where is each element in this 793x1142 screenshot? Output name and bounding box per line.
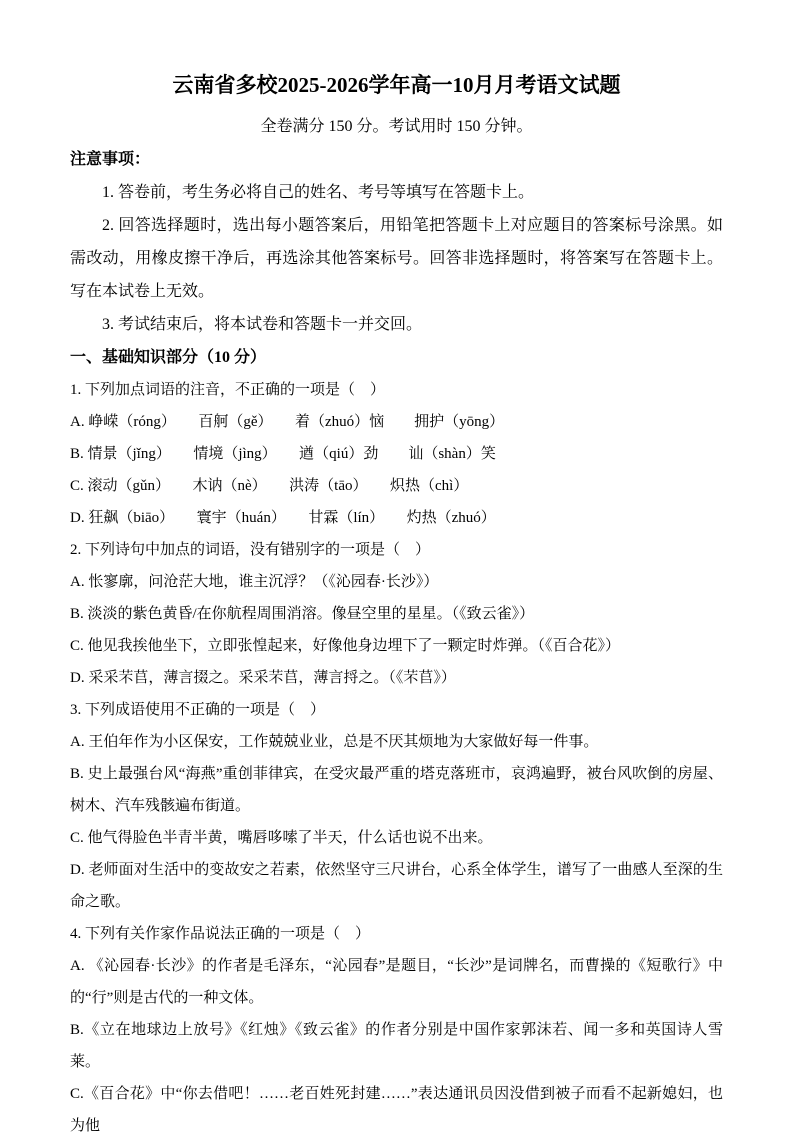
question-4-option-c: C.《百合花》中“你去借吧！……老百姓死封建……”表达通讯员因没借到被子而看不起新媳妇，也为他	[70, 1086, 723, 1134]
section-heading: 一、基础知识部分（10 分）	[70, 349, 267, 366]
question-2-option-c: C. 他见我挨他坐下，立即张惶起来，好像他身边埋下了一颗定时炸弹。（《百合花》）	[70, 638, 621, 654]
question-3-option-b: B. 史上最强台风“海燕”重创菲律宾，在受灾最严重的塔克落班市，哀鸿遍野，被台风吹倒的房屋、树木、汽车残骸遍布街道。	[70, 766, 723, 814]
question-1-option-d: D. 狂飙（biāo） 寰宇（huán） 甘霖（lín） 灼热（zhuó）	[70, 510, 496, 526]
exam-meta: 全卷满分 150 分。考试用时 150 分钟。	[260, 118, 533, 135]
question-4-option-b: B.《立在地球边上放号》《红烛》《致云雀》的作者分别是中国作家郭沫若、闻一多和英国诗人雪莱。	[70, 1022, 723, 1070]
question-3-stem: 3. 下列成语使用不正确的一项是（ ）	[70, 702, 326, 718]
question-2-option-b: B. 淡淡的紫色黄昏/在你航程周围消溶。像昼空里的星星。（《致云雀》）	[70, 606, 535, 622]
question-3-option-a: A. 王伯年作为小区保安，工作兢兢业业，总是不厌其烦地为大家做好每一件事。	[70, 734, 599, 750]
notice-item-1: 1. 答卷前，考生务必将自己的姓名、考号等填写在答题卡上。	[102, 184, 535, 201]
question-1-option-a: A. 峥嵘（róng） 百舸（gě） 着（zhuó）恼 拥护（yōng）	[70, 414, 505, 430]
question-2-option-a: A. 怅寥廓，问沧茫大地，谁主沉浮？（《沁园春·长沙》）	[70, 574, 439, 590]
question-2-option-d: D. 采采芣苢，薄言掇之。采采芣苢，薄言捋之。（《芣苢》）	[70, 670, 456, 686]
exam-title: 云南省多校2025-2026学年高一10月月考语文试题	[172, 73, 621, 97]
notice-item-3: 3. 考试结束后，将本试卷和答题卡一并交回。	[102, 316, 423, 333]
notice-heading: 注意事项：	[70, 151, 151, 168]
question-1-option-c: C. 滚动（gǔn） 木讷（nè） 洪涛（tāo） 炽热（chì）	[70, 478, 469, 494]
question-1-stem: 1. 下列加点词语的注音，不正确的一项是（ ）	[70, 382, 386, 398]
question-3-option-d: D. 老师面对生活中的变故安之若素，依然坚守三尺讲台，心系全体学生，谱写了一曲感人至深的生命之歌。	[70, 862, 723, 910]
question-1-option-b: B. 情景（jǐng） 情境（jìng） 遒（qiú）劲 讪（shàn）笑	[70, 446, 496, 462]
question-3-option-c: C. 他气得脸色半青半黄，嘴唇哆嗦了半天，什么话也说不出来。	[70, 830, 493, 846]
notice-item-2: 2. 回答选择题时，选出每小题答案后，用铅笔把答题卡上对应题目的答案标号涂黑。如需改动，用橡皮擦干净后，再选涂其他答案标号。回答非选择题时，将答案写在答题卡上。写在本试卷上无效。	[70, 217, 723, 300]
question-2-stem: 2. 下列诗句中加点的词语，没有错别字的一项是（ ）	[70, 542, 431, 558]
question-4-option-a: A. 《沁园春·长沙》的作者是毛泽东，“沁园春”是题目，“长沙”是词牌名，而曹操的《短歌行》中的“行”则是古代的一种文体。	[70, 958, 723, 1006]
question-4-stem: 4. 下列有关作家作品说法正确的一项是（ ）	[70, 926, 371, 942]
